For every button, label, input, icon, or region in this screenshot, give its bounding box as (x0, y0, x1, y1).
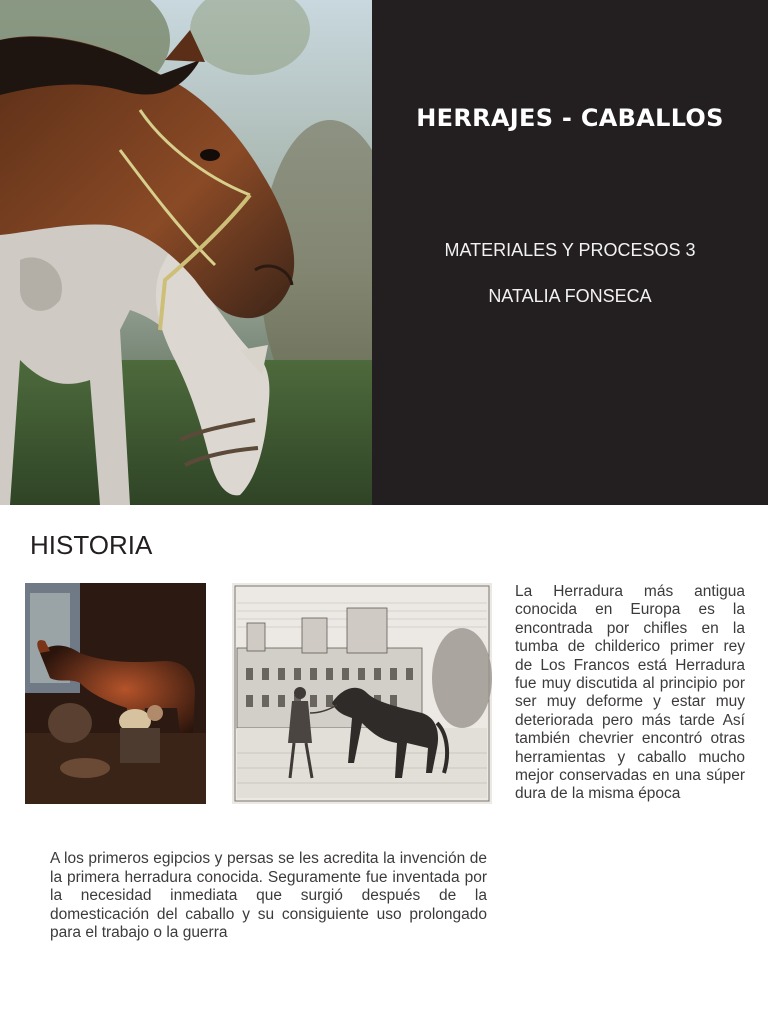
section-heading: HISTORIA (30, 530, 153, 560)
document-title: HERRAJES - CABALLOS (416, 104, 724, 132)
history-paragraph-bottom: A los primeros egipcios y persas se les acredita la invención de la primera herradura conocida. Seguramente fue inventada por la necesidad inmediata que surgió después de la domesticación del caballo y su consiguiente uso prolongado para el trabajo o la guerra (50, 850, 487, 942)
horses-photo (0, 0, 372, 505)
title-panel (372, 0, 768, 505)
author-name: NATALIA FONSECA (488, 286, 652, 306)
course-name: MATERIALES Y PROCESOS 3 (444, 240, 696, 260)
horse-engraving (232, 583, 492, 804)
history-paragraph-right: La Herradura más antigua conocida en Europa es la encontrada por chifles en la tumba de childerico primer rey de Los Francos está Herradura fue muy discutida al principio por ser muy deforme y estar muy deteriorada pero más tarde Así también chevrier encontró otras herramientas y caballo mucho mejor conservadas en una súper dura de la misma época (515, 583, 745, 803)
farrier-painting (25, 583, 206, 804)
